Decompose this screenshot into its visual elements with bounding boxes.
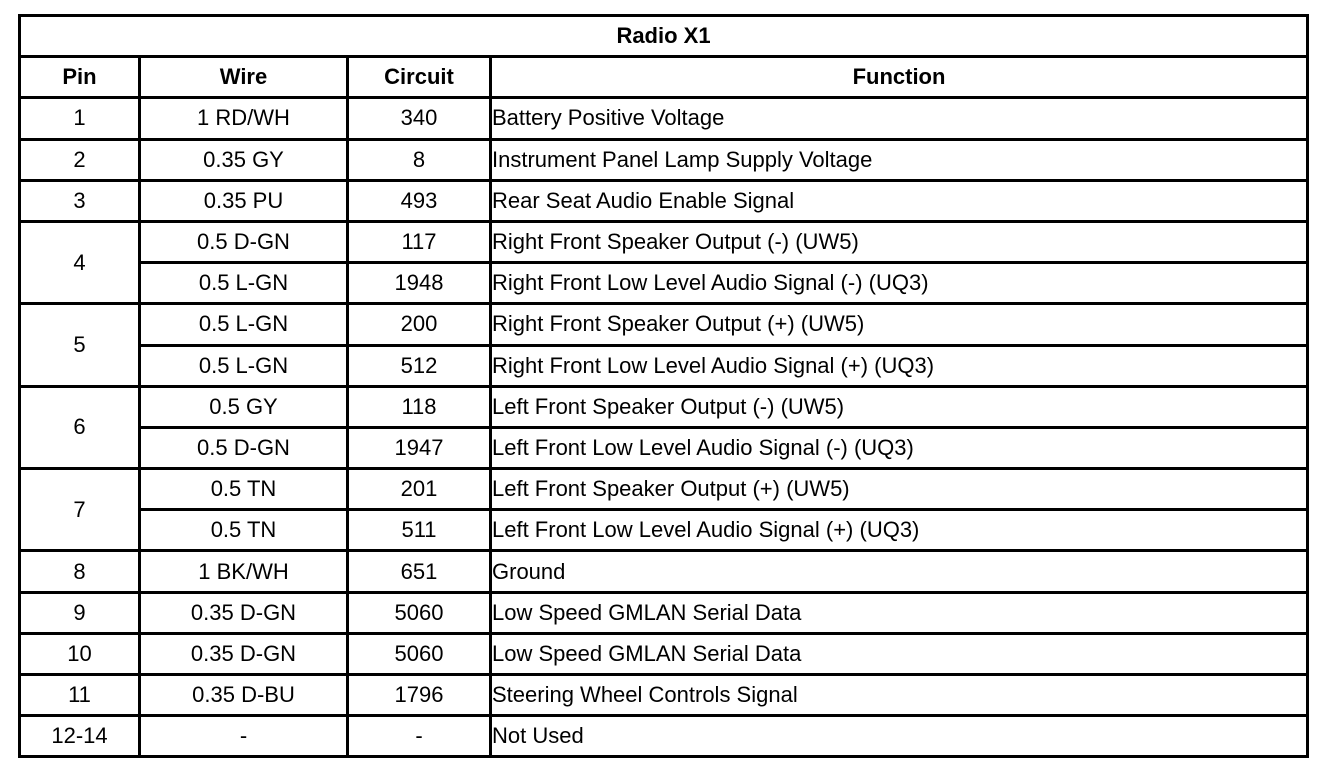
wire-cell: 0.35 D-BU (141, 676, 349, 717)
pin-cell: 6 (21, 388, 141, 470)
circuit-cell: 340 (349, 99, 492, 140)
circuit-cell: 1947 (349, 429, 492, 470)
circuit-cell: 5060 (349, 635, 492, 676)
circuit-cell: - (349, 717, 492, 758)
function-cell: Right Front Low Level Audio Signal (+) (UQ3) (492, 347, 1309, 388)
connector-pinout-table (18, 14, 1309, 758)
wire-cell: 0.5 L-GN (141, 305, 349, 346)
function-cell: Left Front Speaker Output (-) (UW5) (492, 388, 1309, 429)
table-row (21, 635, 1309, 676)
header-wire: Wire (141, 58, 349, 99)
header-pin: Pin (21, 58, 141, 99)
function-cell: Instrument Panel Lamp Supply Voltage (492, 141, 1309, 182)
function-cell: Right Front Speaker Output (-) (UW5) (492, 223, 1309, 264)
wire-cell: - (141, 717, 349, 758)
circuit-cell: 201 (349, 470, 492, 511)
pin-cell: 10 (21, 635, 141, 676)
function-cell: Not Used (492, 717, 1309, 758)
function-cell: Left Front Low Level Audio Signal (-) (UQ3) (492, 429, 1309, 470)
function-cell: Ground (492, 552, 1309, 593)
wire-cell: 0.5 L-GN (141, 264, 349, 305)
wire-cell: 0.35 PU (141, 182, 349, 223)
function-cell: Low Speed GMLAN Serial Data (492, 635, 1309, 676)
wire-cell: 0.5 TN (141, 511, 349, 552)
circuit-cell: 651 (349, 552, 492, 593)
pin-cell: 11 (21, 676, 141, 717)
table-row (21, 511, 1309, 552)
circuit-cell: 8 (349, 141, 492, 182)
circuit-cell: 1796 (349, 676, 492, 717)
wire-cell: 0.5 D-GN (141, 429, 349, 470)
table-row (21, 99, 1309, 140)
wire-cell: 0.35 GY (141, 141, 349, 182)
circuit-cell: 5060 (349, 594, 492, 635)
table-row (21, 388, 1309, 429)
table-row (21, 594, 1309, 635)
table-header-row (21, 58, 1309, 99)
circuit-cell: 118 (349, 388, 492, 429)
pin-cell: 8 (21, 552, 141, 593)
header-function: Function (492, 58, 1309, 99)
table-row (21, 305, 1309, 346)
function-cell: Right Front Speaker Output (+) (UW5) (492, 305, 1309, 346)
pin-cell: 12-14 (21, 717, 141, 758)
wire-cell: 0.5 L-GN (141, 347, 349, 388)
pin-cell: 5 (21, 305, 141, 387)
pin-cell: 9 (21, 594, 141, 635)
table-row (21, 429, 1309, 470)
wire-cell: 1 RD/WH (141, 99, 349, 140)
pin-cell: 1 (21, 99, 141, 140)
pin-cell: 2 (21, 141, 141, 182)
table-row (21, 717, 1309, 758)
circuit-cell: 1948 (349, 264, 492, 305)
table-title-row (21, 17, 1309, 58)
wire-cell: 0.35 D-GN (141, 594, 349, 635)
wire-cell: 0.5 D-GN (141, 223, 349, 264)
header-circuit: Circuit (349, 58, 492, 99)
function-cell: Rear Seat Audio Enable Signal (492, 182, 1309, 223)
circuit-cell: 493 (349, 182, 492, 223)
pin-cell: 7 (21, 470, 141, 552)
function-cell: Left Front Low Level Audio Signal (+) (UQ3) (492, 511, 1309, 552)
table-row (21, 182, 1309, 223)
function-cell: Battery Positive Voltage (492, 99, 1309, 140)
wire-cell: 0.5 TN (141, 470, 349, 511)
circuit-cell: 200 (349, 305, 492, 346)
table-row (21, 347, 1309, 388)
table-row (21, 264, 1309, 305)
wire-cell: 1 BK/WH (141, 552, 349, 593)
pin-cell: 4 (21, 223, 141, 305)
function-cell: Right Front Low Level Audio Signal (-) (UQ3) (492, 264, 1309, 305)
table-row (21, 223, 1309, 264)
circuit-cell: 511 (349, 511, 492, 552)
table-row (21, 141, 1309, 182)
pin-cell: 3 (21, 182, 141, 223)
table-row (21, 676, 1309, 717)
wire-cell: 0.5 GY (141, 388, 349, 429)
wire-cell: 0.35 D-GN (141, 635, 349, 676)
table-body (21, 99, 1309, 758)
connector-table-wrapper (18, 14, 1309, 758)
function-cell: Low Speed GMLAN Serial Data (492, 594, 1309, 635)
circuit-cell: 512 (349, 347, 492, 388)
function-cell: Steering Wheel Controls Signal (492, 676, 1309, 717)
table-title: Radio X1 (21, 17, 1309, 58)
function-cell: Left Front Speaker Output (+) (UW5) (492, 470, 1309, 511)
table-row (21, 552, 1309, 593)
table-row (21, 470, 1309, 511)
circuit-cell: 117 (349, 223, 492, 264)
